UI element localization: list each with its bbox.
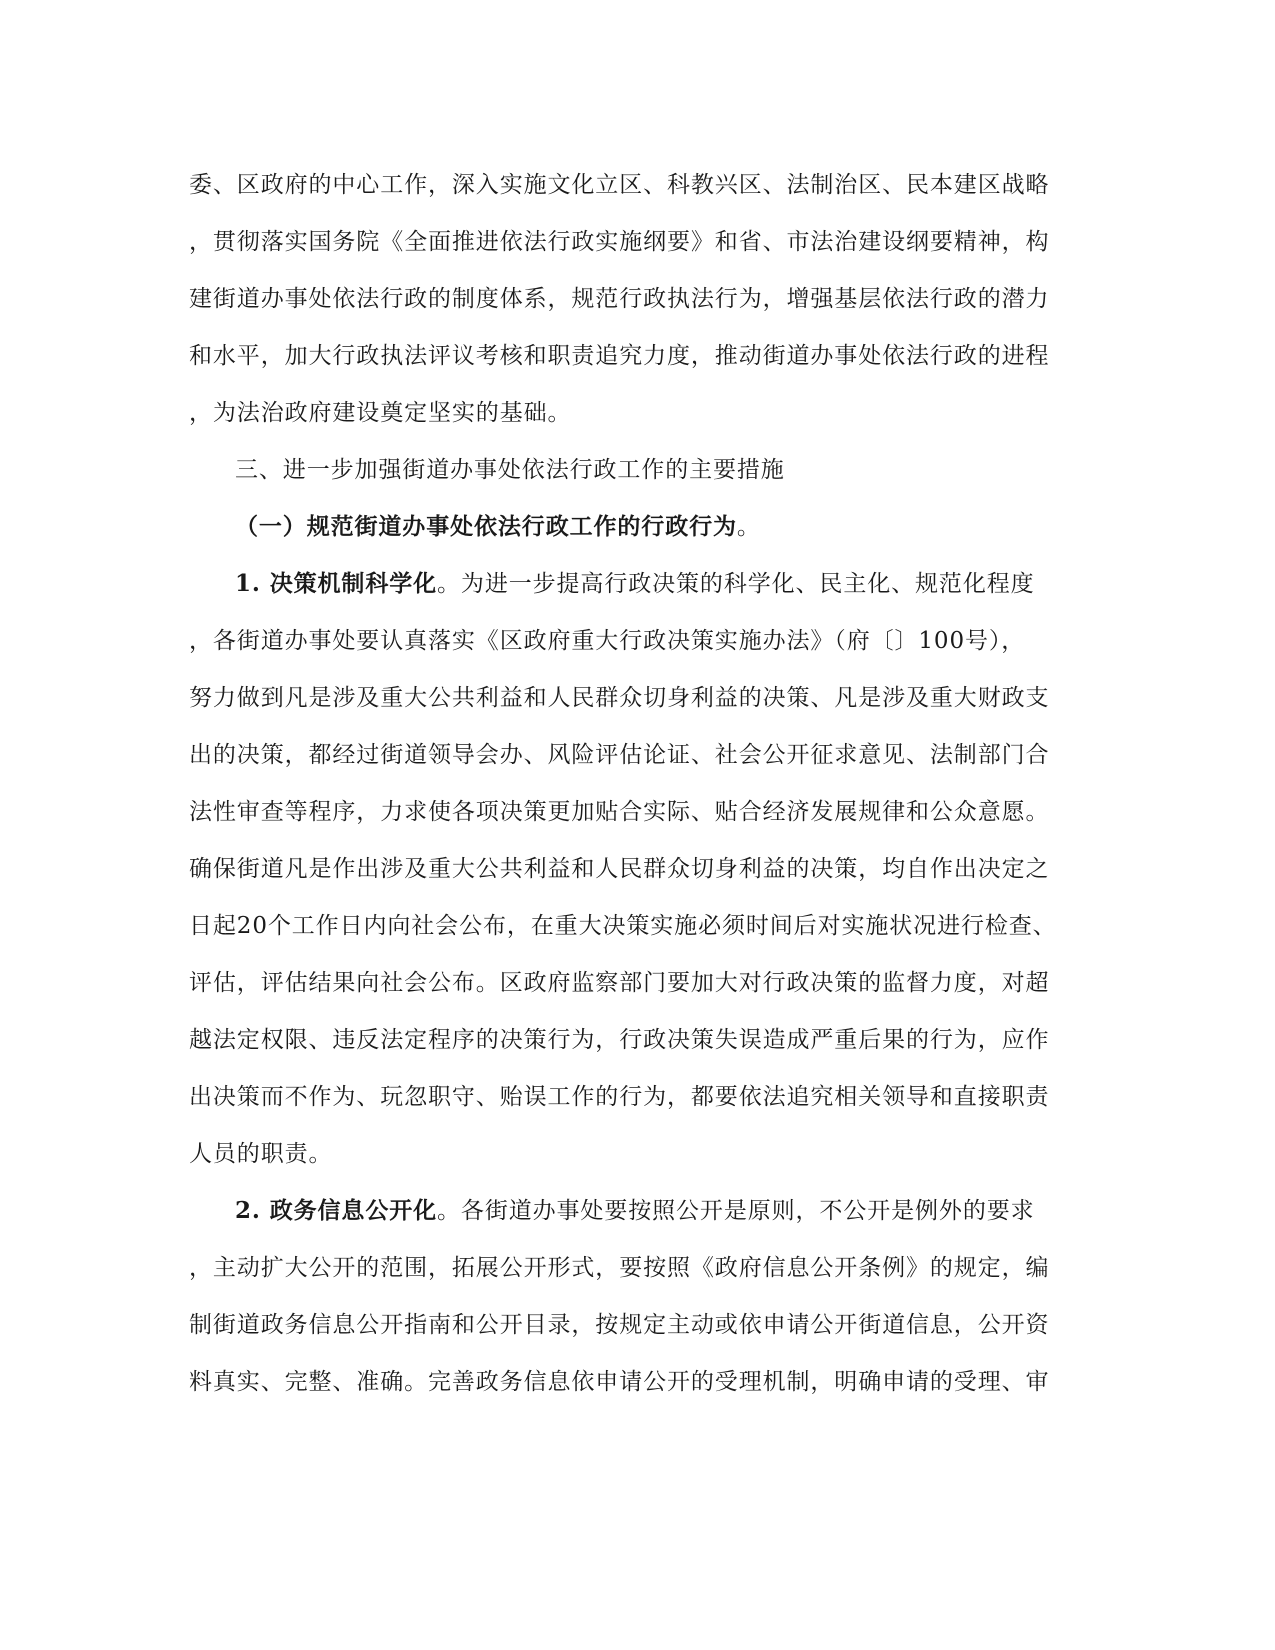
line-text: 。各街道办事处要按照公开是原则，不公开是例外的要求 bbox=[437, 1198, 1035, 1224]
section-heading bbox=[235, 455, 1135, 485]
line-text: 。 bbox=[736, 514, 761, 540]
paragraph-line bbox=[189, 1025, 1089, 1055]
paragraph-line bbox=[235, 569, 1135, 599]
line-text: 日起20个工作日内向社会公布，在重大决策实施必须时间后对实施状况进行检查、 bbox=[189, 913, 1057, 939]
item-title: 1. 决策机制科学化 bbox=[235, 570, 438, 597]
paragraph-line bbox=[189, 626, 1089, 656]
paragraph-line bbox=[189, 1139, 1089, 1169]
paragraph-line bbox=[189, 1310, 1089, 1340]
line-text: ，贯彻落实国务院《全面推进依法行政实施纲要》和省、市法治建设纲要精神，构 bbox=[189, 229, 1050, 255]
paragraph-line bbox=[189, 968, 1089, 998]
line-text: 评估，评估结果向社会公布。区政府监察部门要加大对行政决策的监督力度，对超 bbox=[189, 970, 1050, 996]
line-text: 法性审查等程序，力求使各项决策更加贴合实际、贴合经济发展规律和公众意愿。 bbox=[189, 799, 1050, 825]
subsection-heading bbox=[235, 512, 1135, 542]
line-text: 建街道办事处依法行政的制度体系，规范行政执法行为，增强基层依法行政的潜力 bbox=[189, 286, 1050, 312]
paragraph-line bbox=[189, 740, 1089, 770]
line-text: 努力做到凡是涉及重大公共利益和人民群众切身利益的决策、凡是涉及重大财政支 bbox=[189, 685, 1050, 711]
line-text: 确保街道凡是作出涉及重大公共利益和人民群众切身利益的决策，均自作出决定之 bbox=[189, 856, 1050, 882]
paragraph-line bbox=[189, 797, 1089, 827]
line-text: ，为法治政府建设奠定坚实的基础。 bbox=[189, 400, 572, 426]
paragraph-line bbox=[189, 854, 1089, 884]
item-title: 2. 政务信息公开化 bbox=[235, 1197, 438, 1224]
heading-text: 三、进一步加强街道办事处依法行政工作的主要措施 bbox=[235, 457, 785, 483]
paragraph-line bbox=[235, 1196, 1135, 1226]
line-text: 料真实、完整、准确。完善政务信息依申请公开的受理机制，明确申请的受理、审 bbox=[189, 1369, 1050, 1395]
paragraph-line bbox=[189, 398, 1089, 428]
line-text: 委、区政府的中心工作，深入实施文化立区、科教兴区、法制治区、民本建区战略 bbox=[189, 172, 1050, 198]
line-text: 越法定权限、违反法定程序的决策行为，行政决策失误造成严重后果的行为，应作 bbox=[189, 1027, 1050, 1053]
paragraph-line bbox=[189, 227, 1089, 257]
line-text: ，各街道办事处要认真落实《区政府重大行政决策实施办法》（府〔〕100号）， bbox=[189, 628, 1026, 654]
paragraph-line bbox=[189, 170, 1089, 200]
line-text: 制街道政务信息公开指南和公开目录，按规定主动或依申请公开街道信息，公开资 bbox=[189, 1312, 1050, 1338]
paragraph-line bbox=[189, 911, 1089, 941]
paragraph-line bbox=[189, 1082, 1089, 1112]
paragraph-line bbox=[189, 1367, 1089, 1397]
line-text: 和水平，加大行政执法评议考核和职责追究力度，推动街道办事处依法行政的进程 bbox=[189, 343, 1050, 369]
paragraph-line bbox=[189, 683, 1089, 713]
line-text: 出决策而不作为、玩忽职守、贻误工作的行为，都要依法追究相关领导和直接职责 bbox=[189, 1084, 1050, 1110]
line-text: 出的决策，都经过街道领导会办、风险评估论证、社会公开征求意见、法制部门合 bbox=[189, 742, 1050, 768]
paragraph-line bbox=[189, 1253, 1089, 1283]
paragraph-line bbox=[189, 341, 1089, 371]
bold-heading-text: （一）规范街道办事处依法行政工作的行政行为 bbox=[235, 513, 737, 540]
line-text: ，主动扩大公开的范围，拓展公开形式，要按照《政府信息公开条例》的规定，编 bbox=[189, 1255, 1050, 1281]
line-text: 人员的职责。 bbox=[189, 1141, 333, 1167]
paragraph-line bbox=[189, 284, 1089, 314]
line-text: 。为进一步提高行政决策的科学化、民主化、规范化程度 bbox=[437, 571, 1035, 597]
